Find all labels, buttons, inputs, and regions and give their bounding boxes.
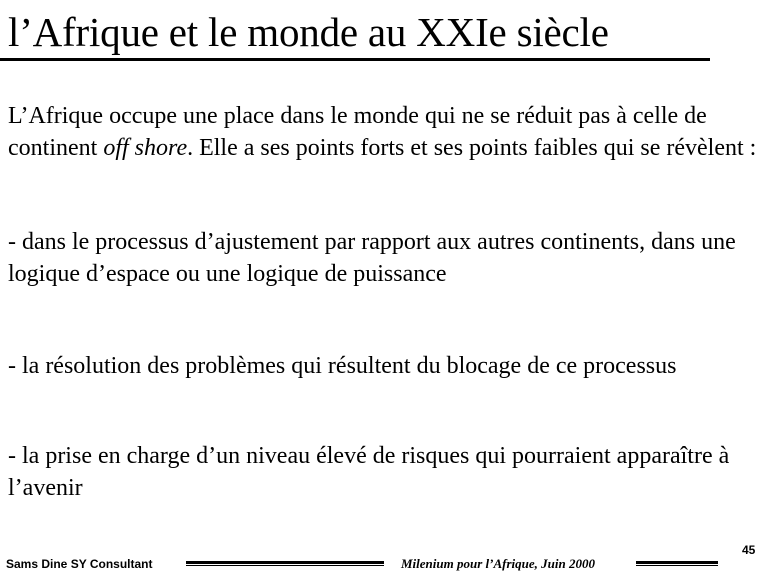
intro-text-start: L’Afrique occupe une place dans le monde qui ne se réduit pas à celle de continent — [8, 103, 707, 161]
bullet-point-2: - la résolution des problèmes qui résultent du blocage de ce processus — [8, 353, 677, 379]
footer-divider-right — [636, 561, 718, 566]
intro-text-end: . Elle a ses points forts et ses points faibles qui se révèlent : — [187, 135, 757, 161]
intro-paragraph — [8, 100, 760, 164]
intro-italic-term: off shore — [103, 135, 188, 161]
title-underline — [0, 58, 710, 61]
page-number: 45 — [742, 543, 756, 557]
bullet-point-1: - dans le processus d’ajustement par rapport aux autres continents, dans une logique d’espace ou une logique de puissance — [8, 229, 736, 287]
slide-title: l’Afrique et le monde au XXIe siècle — [8, 9, 609, 55]
footer-divider-left — [186, 561, 384, 566]
footer-event: Milenium pour l’Afrique, Juin 2000 — [401, 556, 595, 571]
footer-author: Sams Dine SY Consultant — [6, 557, 153, 571]
bullet-point-3: - la prise en charge d’un niveau élevé de risques qui pourraient apparaître à l’avenir — [8, 443, 730, 501]
